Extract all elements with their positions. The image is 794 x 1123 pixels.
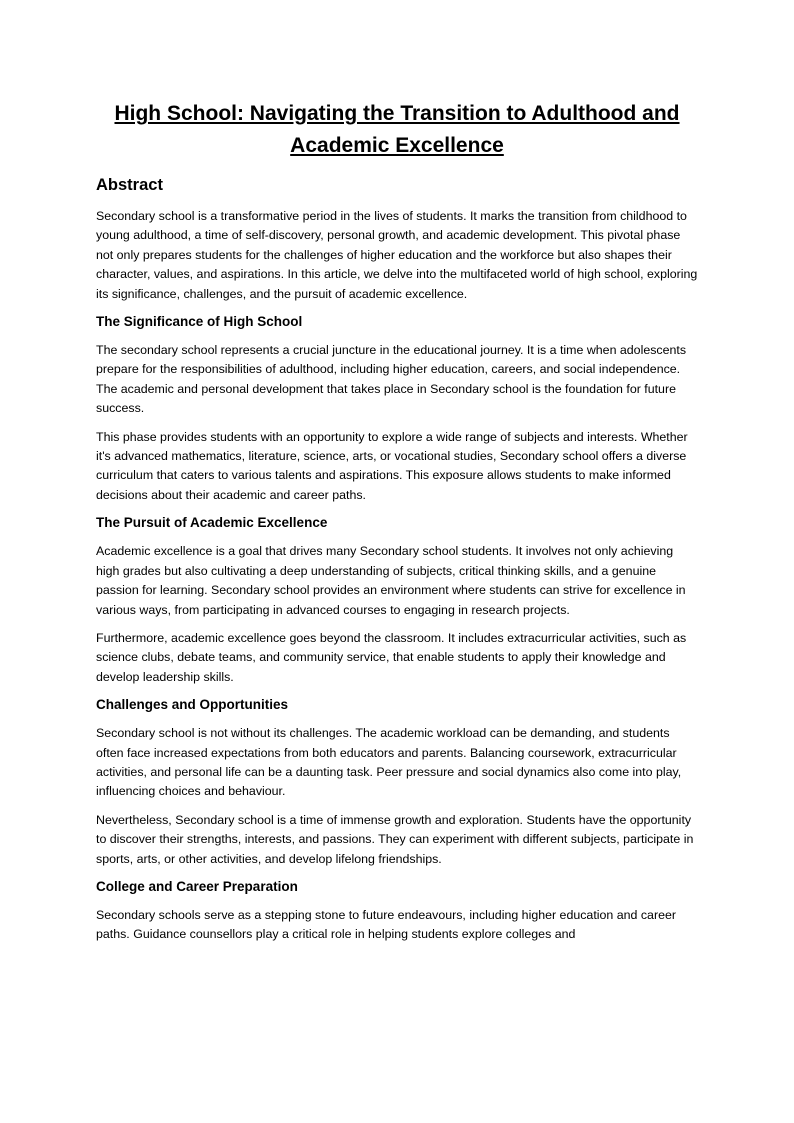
section-paragraph: This phase provides students with an opportunity to explore a wide range of subjects and interests. Whether it's advanced mathematics, literature, science, arts, or vocational studies, Secondary school offers a diverse curriculum that caters to various talents and aspirations. This exposure allows students to make informed decisions about their academic and career paths.	[96, 429, 688, 502]
abstract-heading: Abstract	[96, 176, 163, 194]
section-paragraph: Academic excellence is a goal that drives many Secondary school students. It involves not only achieving high grades but also cultivating a deep understanding of subjects, critical thinking skills, and a genuine passion for learning. Secondary school provides an environment where students can strive for excellence in various ways, from participating in advanced courses to engaging in research projects.	[96, 544, 686, 617]
section-paragraph: Nevertheless, Secondary school is a time of immense growth and exploration. Students have the opportunity to discover their strengths, interests, and passions. They can experiment with different subjects, participate in sports, arts, or other activities, and develop lifelong friendships.	[96, 812, 694, 866]
section-heading-challenges: Challenges and Opportunities	[96, 697, 289, 713]
section-paragraph: Secondary schools serve as a stepping stone to future endeavours, including higher education and career paths. Guidance counsellors play a critical role in helping students explore colleges and	[96, 907, 676, 942]
section-heading-college-career: College and Career Preparation	[96, 878, 298, 894]
section-paragraph: The secondary school represents a crucial juncture in the educational journey. It is a time when adolescents prepare for the responsibilities of adulthood, including higher education, careers, and social independence. The academic and personal development that takes place in Secondary school is the foundation for future success.	[96, 343, 687, 416]
section-paragraph: Furthermore, academic excellence goes beyond the classroom. It includes extracurricular activities, such as science clubs, debate teams, and community service, that enable students to apply their knowledge and develop leadership skills.	[96, 630, 687, 684]
document-title-line-2: Academic Excellence	[290, 134, 504, 157]
section-heading-academic-excellence: The Pursuit of Academic Excellence	[96, 515, 328, 531]
section-paragraph: Secondary school is not without its challenges. The academic workload can be demanding, and students often face increased expectations from both educators and parents. Balancing coursework, extracurricular activities, and personal life can be a daunting task. Peer pressure and social dynamics also come into play, influencing choices and behaviour.	[96, 726, 682, 799]
abstract-paragraph: Secondary school is a transformative period in the lives of students. It marks the transition from childhood to young adulthood, a time of self-discovery, personal growth, and academic development. This pivotal phase not only prepares students for the challenges of higher education and the workforce but also shapes their character, values, and aspirations. In this article, we delve into the multifaceted world of high school, exploring its significance, challenges, and the pursuit of academic excellence.	[96, 209, 698, 301]
document-title	[96, 98, 698, 162]
document-title-line-1: High School: Navigating the Transition to Adulthood and	[114, 102, 680, 125]
section-heading-significance: The Significance of High School	[96, 314, 303, 330]
